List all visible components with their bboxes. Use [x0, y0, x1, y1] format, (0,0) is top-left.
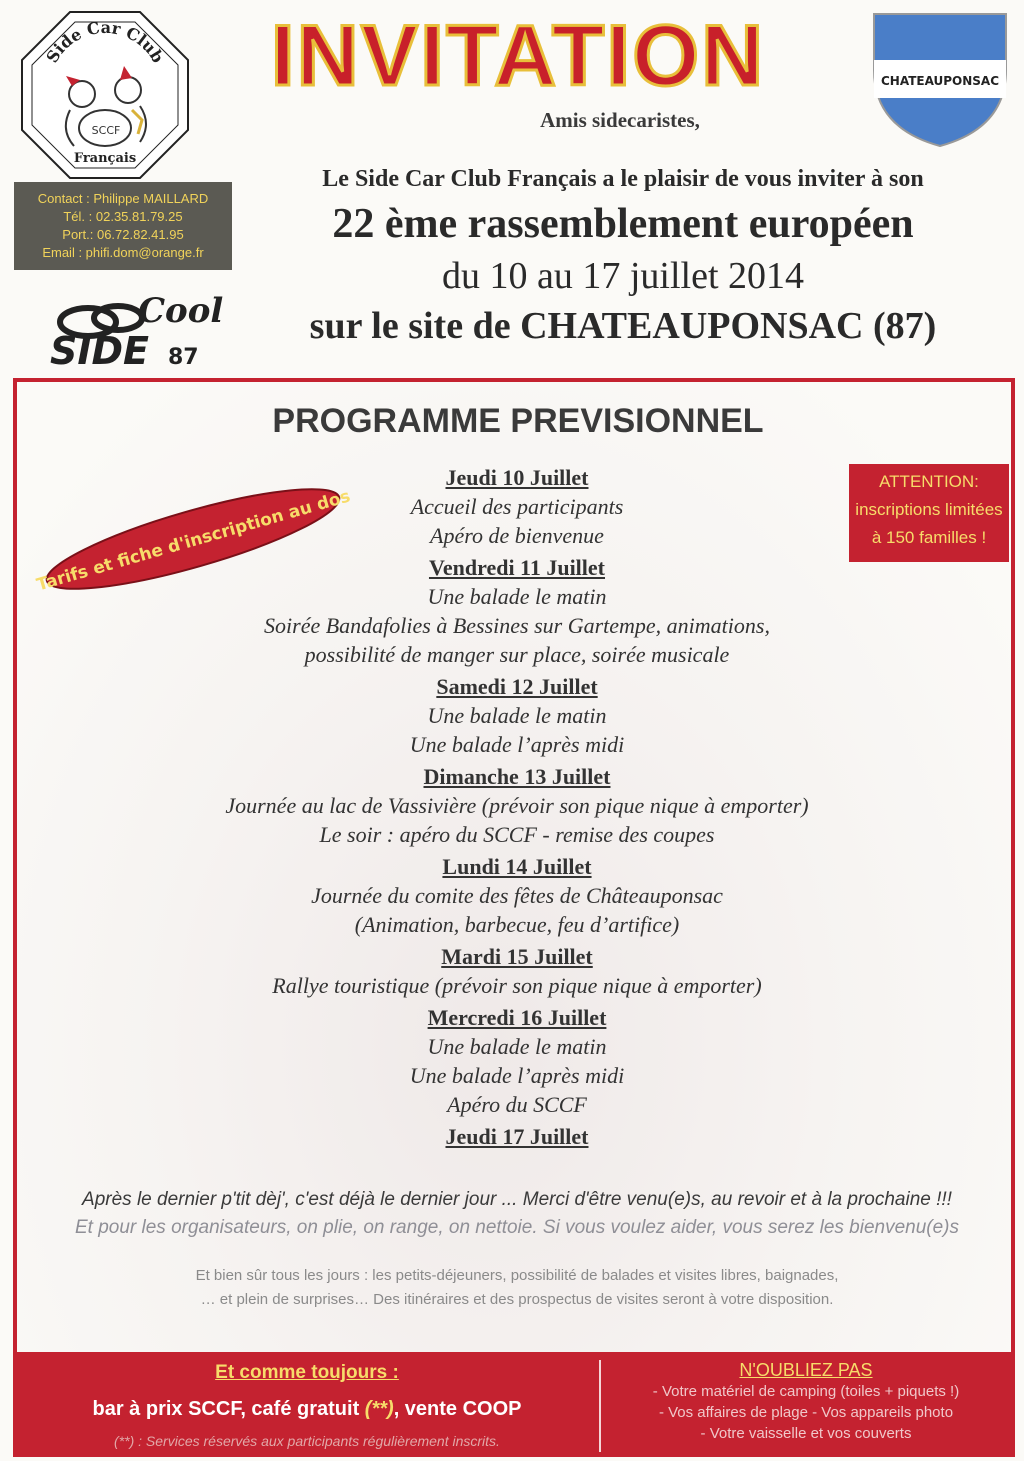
program-activity: Une balade le matin: [427, 584, 607, 609]
program-activity: Apéro de bienvenue: [430, 523, 604, 548]
footer-left-main-a: bar à prix SCCF, café gratuit: [92, 1398, 365, 1420]
program-day-name: Lundi 14 Juillet: [442, 854, 592, 879]
crest-label: CHATEAUPONSAC: [880, 74, 1000, 88]
program-day: [117, 1004, 917, 1119]
reminder-item: - Votre vaisselle et vos couverts: [700, 1425, 912, 1442]
program-day-name: Jeudi 10 Juillet: [445, 465, 589, 490]
event-dates: du 10 au 17 juillet 2014: [441, 255, 805, 297]
program-day: [117, 464, 917, 550]
program-days: [117, 464, 917, 1155]
closing-line-1: Après le dernier p'tit dèj', c'est déjà le dernier jour ... Merci d'être venu(e)s, au revoir et à la prochaine !!!: [82, 1189, 952, 1210]
program-day: [117, 554, 917, 669]
logo-top-text: Side Car Club: [42, 17, 168, 67]
club-logo: [20, 10, 190, 180]
footer-left-main-note: (**): [364, 1398, 394, 1420]
program-day: [117, 673, 917, 759]
contact-port: Port.: 06.72.82.41.95: [62, 227, 184, 242]
reminder-item: - Vos affaires de plage - Vos appareils photo: [658, 1404, 954, 1421]
program-activity: Le soir : apéro du SCCF - remise des coupes: [319, 822, 715, 847]
footer-left-note: (**) : Services réservés aux participants régulièrement inscrits.: [114, 1433, 500, 1449]
program-activity: Une balade l’après midi: [409, 732, 625, 757]
reminder-item: - Votre matériel de camping (toiles + piquets !): [652, 1383, 960, 1400]
footer-left-main: [17, 1398, 597, 1421]
contact-email: Email : phifi.dom@orange.fr: [42, 245, 204, 260]
attention-line2: à 150 familles !: [871, 528, 987, 547]
side-logo-number: 87: [168, 345, 199, 370]
program-activity: Journée au lac de Vassivière (prévoir son pique nique à emporter): [225, 793, 809, 818]
program-activity: Une balade le matin: [427, 703, 607, 728]
tarifs-badge-text: Tarifs et fiche d'inscription au dos: [34, 486, 353, 596]
greeting: Amis sidecaristes,: [540, 108, 700, 132]
closing-text: [27, 1186, 1007, 1312]
program-day-name: Mercredi 16 Juillet: [427, 1005, 607, 1030]
footer-left: [17, 1352, 597, 1457]
program-activity: Une balade l’après midi: [409, 1063, 625, 1088]
everyday-note: [27, 1264, 1007, 1312]
intro-text: Le Side Car Club Français a le plaisir de vous inviter à son: [322, 166, 924, 192]
footer-band: [17, 1352, 1011, 1457]
event-site: sur le site de CHATEAUPONSAC (87): [309, 305, 937, 347]
event-title: 22 ème rassemblement européen: [332, 201, 914, 247]
program-activity: Journée du comite des fêtes de Châteauponsac: [311, 883, 723, 908]
side-logo-line1: Cool: [138, 291, 224, 331]
attention-head: ATTENTION:: [879, 472, 979, 491]
contact-tel: Tél. : 02.35.81.79.25: [63, 209, 183, 224]
everyday-note-line-1: Et bien sûr tous les jours : les petits-déjeuners, possibilité de balades et visites libres, baignades,: [195, 1267, 839, 1284]
program-title: PROGRAMME PREVISIONNEL: [272, 402, 764, 440]
program-day: [117, 943, 917, 1000]
program-activity: Apéro du SCCF: [447, 1092, 587, 1117]
footer-right-heading: N'OUBLIEZ PAS: [739, 1360, 873, 1380]
program-day-name: Vendredi 11 Juillet: [428, 555, 606, 580]
program-activity: possibilité de manger sur place, soirée musicale: [304, 642, 730, 667]
program-day-name: Mardi 15 Juillet: [441, 944, 593, 969]
invitation-title: INVITATION: [270, 8, 766, 104]
chateauponsac-crest: [870, 10, 1010, 150]
program-day: [117, 763, 917, 849]
program-day-name: Jeudi 17 Juillet: [445, 1124, 589, 1149]
program-activity: Accueil des participants: [410, 494, 624, 519]
logo-bottom-text: Français: [73, 151, 137, 166]
program-day: [117, 853, 917, 939]
closing-line-2: Et pour les organisateurs, on plie, on range, on nettoie. Si vous voulez aider, vous serez les bienvenu(e)s: [74, 1217, 960, 1238]
footer-left-main-b: , vente COOP: [393, 1398, 522, 1420]
program-day-name: Dimanche 13 Juillet: [423, 764, 611, 789]
contact-box: [14, 182, 232, 270]
program-activity: (Animation, barbecue, feu d’artifice): [354, 912, 680, 937]
everyday-note-line-2: … et plein de surprises… Des itinéraires et des prospectus de visites seront à votre disposition.: [200, 1291, 834, 1308]
program-activity: Soirée Bandafolies à Bessines sur Gartempe, animations,: [264, 613, 770, 638]
program-activity: Rallye touristique (prévoir son pique nique à emporter): [272, 973, 762, 998]
attention-line1: inscriptions limitées: [855, 500, 1003, 519]
program-day: [117, 1123, 917, 1151]
side-logo-line2: SIDE: [50, 329, 150, 373]
program-frame: [13, 378, 1015, 1457]
cool-side-logo: [40, 282, 224, 382]
footer-left-heading: Et comme toujours :: [215, 1362, 399, 1383]
program-activity: Une balade le matin: [427, 1034, 607, 1059]
program-day-name: Samedi 12 Juillet: [436, 674, 598, 699]
contact-name: Contact : Philippe MAILLARD: [37, 191, 209, 206]
footer-right: [601, 1352, 1011, 1457]
logo-center-text: SCCF: [91, 124, 121, 137]
